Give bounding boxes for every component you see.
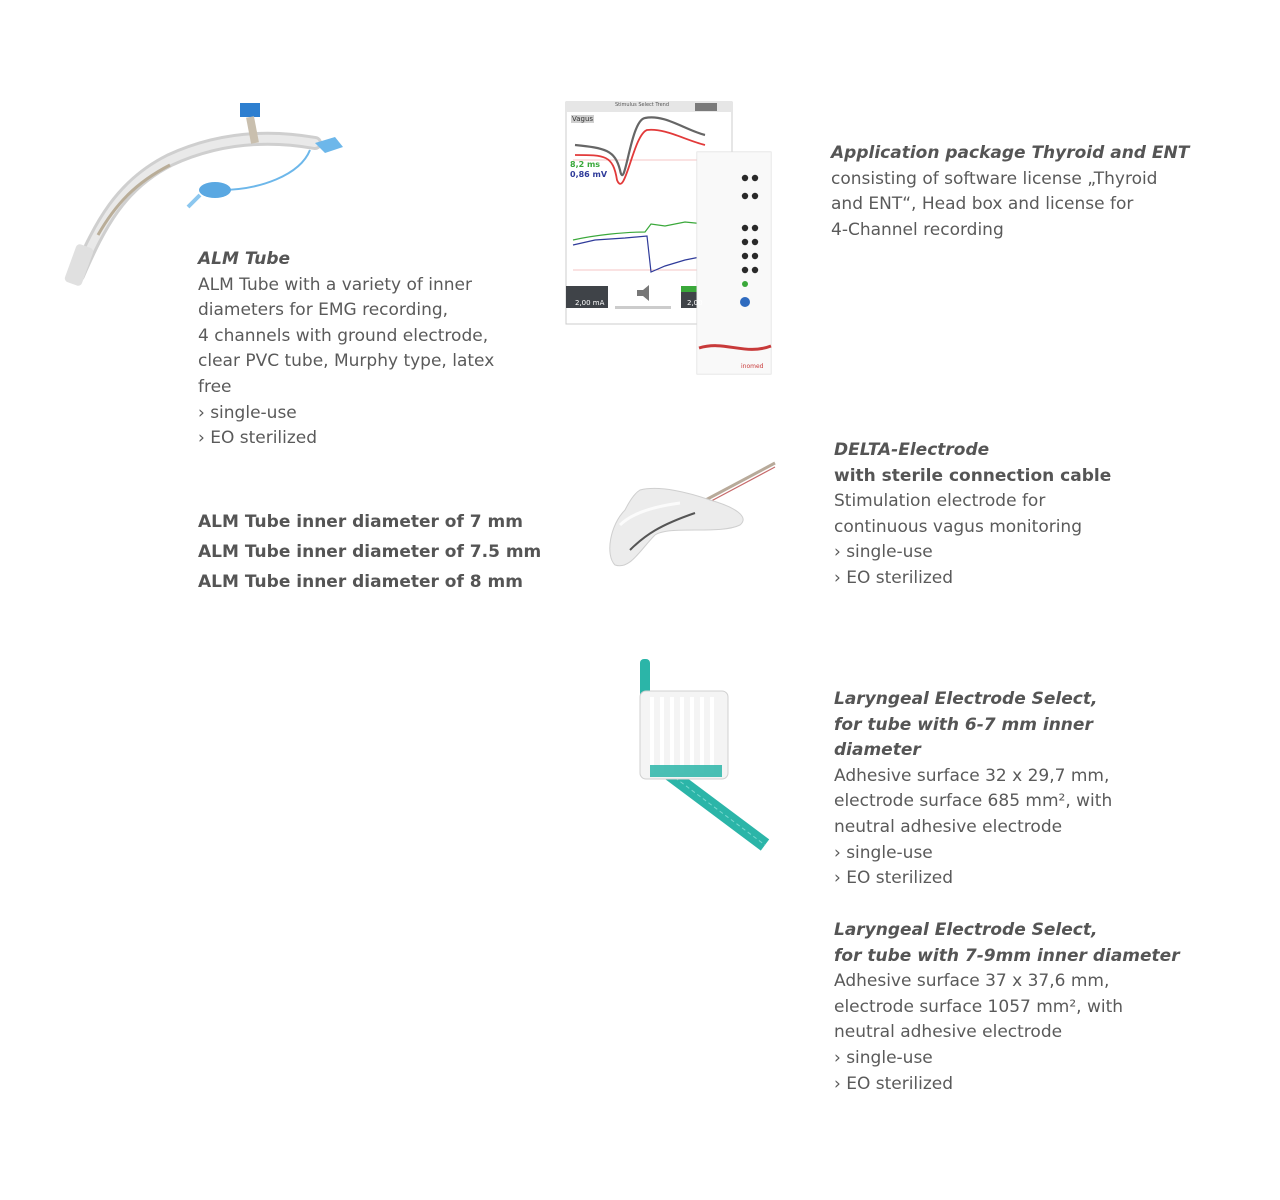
monitor-latency-readout: 8,2 ms bbox=[570, 160, 601, 169]
description-line: 4-Channel recording bbox=[831, 219, 1004, 240]
monitor-header-text: Stimulus Select Trend bbox=[615, 102, 670, 108]
description-line: Adhesive surface 32 x 29,7 mm, bbox=[834, 765, 1110, 786]
laryngeal-electrode-small-description bbox=[834, 687, 1112, 892]
description-line: › single-use bbox=[834, 542, 933, 563]
description-line: and ENT“, Head box and license for bbox=[831, 194, 1134, 215]
description-line: 4 channels with ground electrode, bbox=[198, 325, 489, 346]
description-line: ALM Tube with a variety of inner bbox=[198, 274, 472, 295]
description-line: › EO sterilized bbox=[834, 868, 954, 889]
monitor-headbox-image bbox=[565, 100, 780, 380]
description-line: neutral adhesive electrode bbox=[834, 816, 1063, 837]
laryngeal-electrode-small-title: for tube with 6-7 mm inner bbox=[834, 714, 1093, 735]
description-line: › EO sterilized bbox=[834, 567, 954, 588]
description-line: diameters for EMG recording, bbox=[198, 300, 449, 321]
description-line: consisting of software license „Thyroid bbox=[831, 168, 1158, 189]
description-line: clear PVC tube, Murphy type, latex bbox=[198, 351, 495, 372]
description-line: › EO sterilized bbox=[834, 1073, 954, 1094]
description-line: › single-use bbox=[834, 842, 933, 863]
alm-tube-title: ALM Tube bbox=[198, 249, 291, 269]
description-line: › EO sterilized bbox=[198, 428, 318, 449]
application-package-title: Application package Thyroid and ENT bbox=[831, 143, 1190, 163]
alm-tube-variant: ALM Tube inner diameter of 7.5 mm bbox=[198, 542, 542, 562]
laryngeal-electrode-small-title: diameter bbox=[834, 740, 921, 761]
laryngeal-electrode-small-title: Laryngeal Electrode Select, bbox=[834, 689, 1098, 709]
description-line: › single-use bbox=[834, 1047, 933, 1068]
laryngeal-electrode-image bbox=[630, 655, 775, 855]
delta-electrode-title: DELTA-Electrode bbox=[834, 440, 990, 460]
alm-tube-variant-list bbox=[198, 507, 541, 597]
description-line: Adhesive surface 37 x 37,6 mm, bbox=[834, 971, 1110, 992]
description-line: electrode surface 685 mm², with bbox=[834, 791, 1113, 812]
description-line: continuous vagus monitoring bbox=[834, 516, 1083, 537]
delta-electrode-image bbox=[600, 455, 780, 580]
monitor-channel-label: Vagus bbox=[572, 115, 594, 123]
description-line: neutral adhesive electrode bbox=[834, 1022, 1063, 1043]
monitor-amplitude-readout: 0,86 mV bbox=[570, 170, 608, 179]
laryngeal-electrode-large-description bbox=[834, 918, 1180, 1097]
monitor-current-readout-2: 2,00 bbox=[687, 299, 703, 307]
alm-tube-description bbox=[198, 247, 494, 452]
delta-electrode-description bbox=[834, 438, 1111, 592]
laryngeal-electrode-large-title: Laryngeal Electrode Select, bbox=[834, 920, 1098, 940]
description-line: › single-use bbox=[198, 402, 297, 423]
description-line: electrode surface 1057 mm², with bbox=[834, 996, 1124, 1017]
alm-tube-variant: ALM Tube inner diameter of 7 mm bbox=[198, 512, 523, 532]
headbox-brand-logo: inomed bbox=[741, 363, 764, 370]
alm-tube-variant: ALM Tube inner diameter of 8 mm bbox=[198, 572, 523, 592]
laryngeal-electrode-large-title: for tube with 7-9mm inner diameter bbox=[834, 945, 1180, 966]
description-line: Stimulation electrode for bbox=[834, 491, 1046, 512]
description-line: free bbox=[198, 376, 232, 397]
delta-electrode-subtitle: with sterile connection cable bbox=[834, 465, 1112, 486]
monitor-current-readout: 2,00 mA bbox=[575, 299, 605, 307]
application-package-description bbox=[831, 141, 1189, 243]
